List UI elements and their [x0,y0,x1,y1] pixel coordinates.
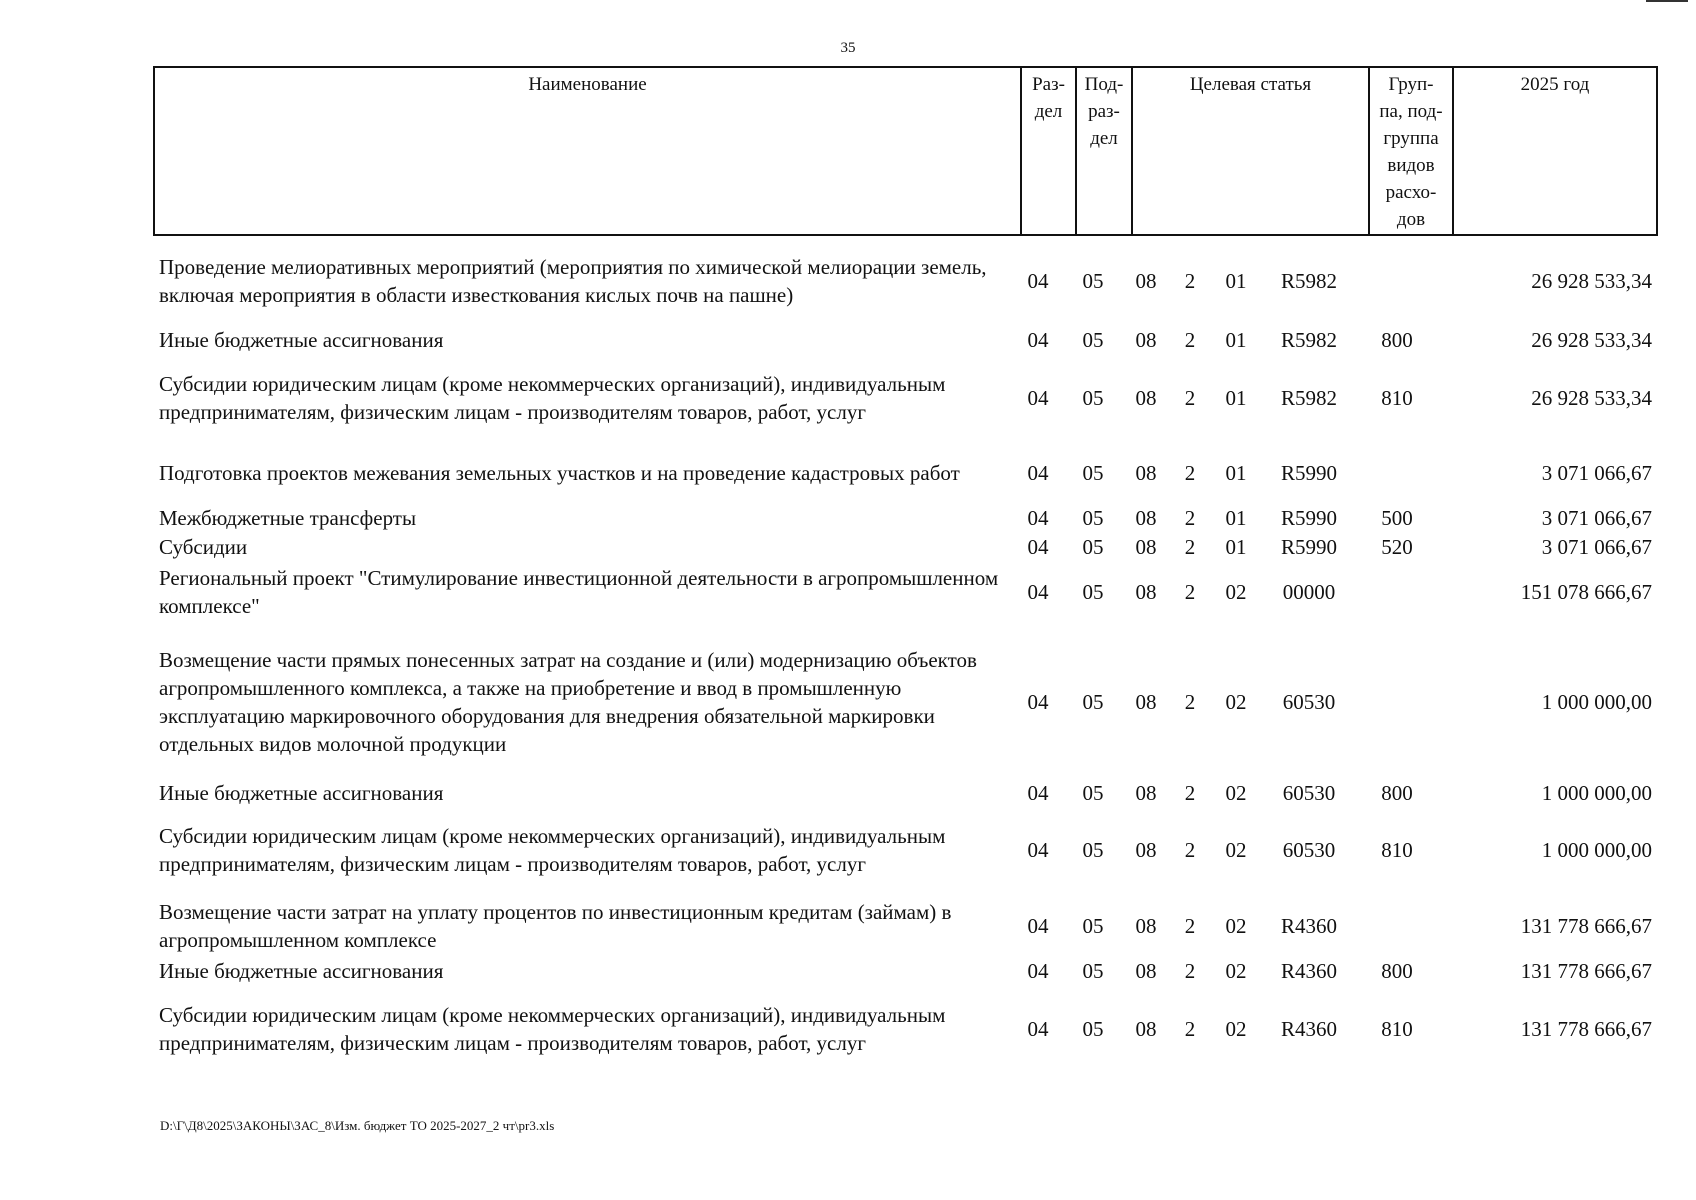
row-target-project: 01 [1225,386,1247,410]
table-row [153,808,1656,892]
header-year: 2025 год [1453,67,1657,235]
row-name: Субсидии [159,535,248,559]
table-row [153,356,1656,440]
row-target-type: 2 [1184,1017,1196,1041]
table-row [153,779,1656,807]
row-target-code: 60530 [1282,781,1336,805]
row-target-program: 08 [1135,580,1157,604]
row-target-program: 08 [1135,914,1157,938]
row-group: 810 [1381,386,1413,410]
row-sum: 131 778 666,67 [1520,959,1652,983]
row-sum: 131 778 666,67 [1520,914,1652,938]
row-target-project: 01 [1225,506,1247,530]
row-podrazdel: 05 [1082,580,1104,604]
row-podrazdel: 05 [1082,506,1104,530]
row-group: 810 [1381,1017,1413,1041]
row-target-program: 08 [1135,781,1157,805]
row-target-type: 2 [1184,838,1196,862]
row-group: 810 [1381,838,1413,862]
row-target-project: 01 [1225,461,1247,485]
row-name: Возмещение части затрат на уплату процентов по инвестиционным кредитам (займам) в агропромышленном комплексе [159,900,952,952]
row-group: 520 [1381,535,1413,559]
row-podrazdel: 05 [1082,1017,1104,1041]
row-sum: 3 071 066,67 [1541,535,1652,559]
row-target-type: 2 [1184,914,1196,938]
table-row [153,444,1656,502]
row-target-program: 08 [1135,1017,1157,1041]
row-group: 800 [1381,959,1413,983]
row-target-program: 08 [1135,506,1157,530]
row-podrazdel: 05 [1082,386,1104,410]
row-podrazdel: 05 [1082,269,1104,293]
row-target-program: 08 [1135,535,1157,559]
row-razdel: 04 [1027,838,1049,862]
row-target-program: 08 [1135,386,1157,410]
row-name: Иные бюджетные ассигнования [159,328,444,352]
row-razdel: 04 [1027,580,1049,604]
table-row [153,897,1656,955]
header-target: Целевая статья [1132,67,1369,235]
row-group: 800 [1381,781,1413,805]
row-target-program: 08 [1135,269,1157,293]
row-target-type: 2 [1184,328,1196,352]
row-target-code: 60530 [1282,690,1336,714]
row-name: Субсидии юридическим лицам (кроме некоммерческих организаций), индивидуальным предпринимателям, физическим лицам - производителям товаров, работ, услуг [159,824,946,876]
row-razdel: 04 [1027,461,1049,485]
file-path-footer: D:\Г\Д8\2025\ЗАКОНЫ\ЗАС_8\Изм. бюджет ТО 2025-2027_2 чт\pr3.xls [160,1118,555,1133]
row-target-type: 2 [1184,506,1196,530]
table-row [153,563,1656,621]
row-sum: 1 000 000,00 [1541,838,1652,862]
row-podrazdel: 05 [1082,959,1104,983]
row-target-code: R5982 [1280,328,1337,352]
row-razdel: 04 [1027,690,1049,714]
row-target-type: 2 [1184,461,1196,485]
corner-mark [1646,0,1688,2]
row-sum: 3 071 066,67 [1541,461,1652,485]
row-target-project: 02 [1225,781,1247,805]
row-target-code: R5990 [1280,535,1337,559]
row-sum: 1 000 000,00 [1541,690,1652,714]
row-target-code: R5982 [1280,386,1337,410]
row-razdel: 04 [1027,914,1049,938]
row-sum: 26 928 533,34 [1531,269,1652,293]
row-target-project: 02 [1225,580,1247,604]
row-name: Подготовка проектов межевания земельных участков и на проведение кадастровых работ [159,461,960,485]
row-razdel: 04 [1027,1017,1049,1041]
row-group: 500 [1381,506,1413,530]
row-target-code: R4360 [1280,1017,1337,1041]
row-sum: 151 078 666,67 [1520,580,1652,604]
row-name: Проведение мелиоративных мероприятий (мероприятия по химической мелиорации земель, включая мероприятия в области известкования кислых почв на пашне) [159,255,987,307]
row-target-code: R4360 [1280,959,1337,983]
row-sum: 26 928 533,34 [1531,328,1652,352]
row-target-code: R5982 [1280,269,1337,293]
row-razdel: 04 [1027,506,1049,530]
row-target-program: 08 [1135,328,1157,352]
row-podrazdel: 05 [1082,914,1104,938]
row-target-type: 2 [1184,269,1196,293]
row-target-program: 08 [1135,461,1157,485]
header-group: Груп- па, под- группа видов расхо- дов [1369,67,1453,235]
row-target-project: 02 [1225,1017,1247,1041]
row-target-program: 08 [1135,690,1157,714]
table-row [153,252,1656,310]
header-podrazdel: Под- раз- дел [1076,67,1132,235]
row-razdel: 04 [1027,328,1049,352]
table-header [153,66,1658,236]
row-target-type: 2 [1184,580,1196,604]
row-target-project: 01 [1225,328,1247,352]
header-name: Наименование [154,67,1021,235]
row-target-program: 08 [1135,838,1157,862]
page-number: 35 [840,40,856,56]
row-razdel: 04 [1027,959,1049,983]
table-row [153,987,1656,1071]
row-target-code: 60530 [1282,838,1336,862]
table-row [153,504,1656,532]
row-target-project: 01 [1225,535,1247,559]
row-name: Субсидии юридическим лицам (кроме некоммерческих организаций), индивидуальным предпринимателям, физическим лицам - производителям товаров, работ, услуг [159,1003,946,1055]
row-target-project: 02 [1225,690,1247,714]
row-target-program: 08 [1135,959,1157,983]
row-razdel: 04 [1027,269,1049,293]
row-group: 800 [1381,328,1413,352]
row-podrazdel: 05 [1082,781,1104,805]
row-sum: 131 778 666,67 [1520,1017,1652,1041]
row-sum: 26 928 533,34 [1531,386,1652,410]
row-name: Субсидии юридическим лицам (кроме некоммерческих организаций), индивидуальным предпринимателям, физическим лицам - производителям товаров, работ, услуг [159,372,946,424]
row-podrazdel: 05 [1082,838,1104,862]
row-target-type: 2 [1184,959,1196,983]
row-name: Иные бюджетные ассигнования [159,781,444,805]
row-target-code: 00000 [1282,580,1336,604]
row-target-project: 01 [1225,269,1247,293]
row-sum: 3 071 066,67 [1541,506,1652,530]
row-name: Межбюджетные трансферты [159,506,417,530]
row-target-type: 2 [1184,781,1196,805]
row-target-code: R5990 [1280,506,1337,530]
row-sum: 1 000 000,00 [1541,781,1652,805]
table-row [153,326,1656,354]
row-podrazdel: 05 [1082,328,1104,352]
row-podrazdel: 05 [1082,690,1104,714]
row-target-type: 2 [1184,535,1196,559]
row-target-type: 2 [1184,690,1196,714]
row-target-code: R5990 [1280,461,1337,485]
table-row [153,957,1656,985]
row-target-project: 02 [1225,838,1247,862]
row-razdel: 04 [1027,535,1049,559]
table-row [153,533,1656,561]
header-razdel: Раз- дел [1021,67,1076,235]
row-podrazdel: 05 [1082,461,1104,485]
row-target-type: 2 [1184,386,1196,410]
table-row [153,644,1656,760]
row-target-project: 02 [1225,914,1247,938]
row-razdel: 04 [1027,386,1049,410]
row-name: Возмещение части прямых понесенных затрат на создание и (или) модернизацию объектов агропромышленного комплекса, а также на приобретение и ввод в промышленную эксплуатацию маркировочного оборудования для внедрения обязательной маркировки отдельных видов молочной продукции [159,648,977,756]
row-podrazdel: 05 [1082,535,1104,559]
row-name: Региональный проект "Стимулирование инвестиционной деятельности в агропромышленном комплексе" [159,566,999,618]
row-name: Иные бюджетные ассигнования [159,959,444,983]
row-target-project: 02 [1225,959,1247,983]
row-target-code: R4360 [1280,914,1337,938]
row-razdel: 04 [1027,781,1049,805]
